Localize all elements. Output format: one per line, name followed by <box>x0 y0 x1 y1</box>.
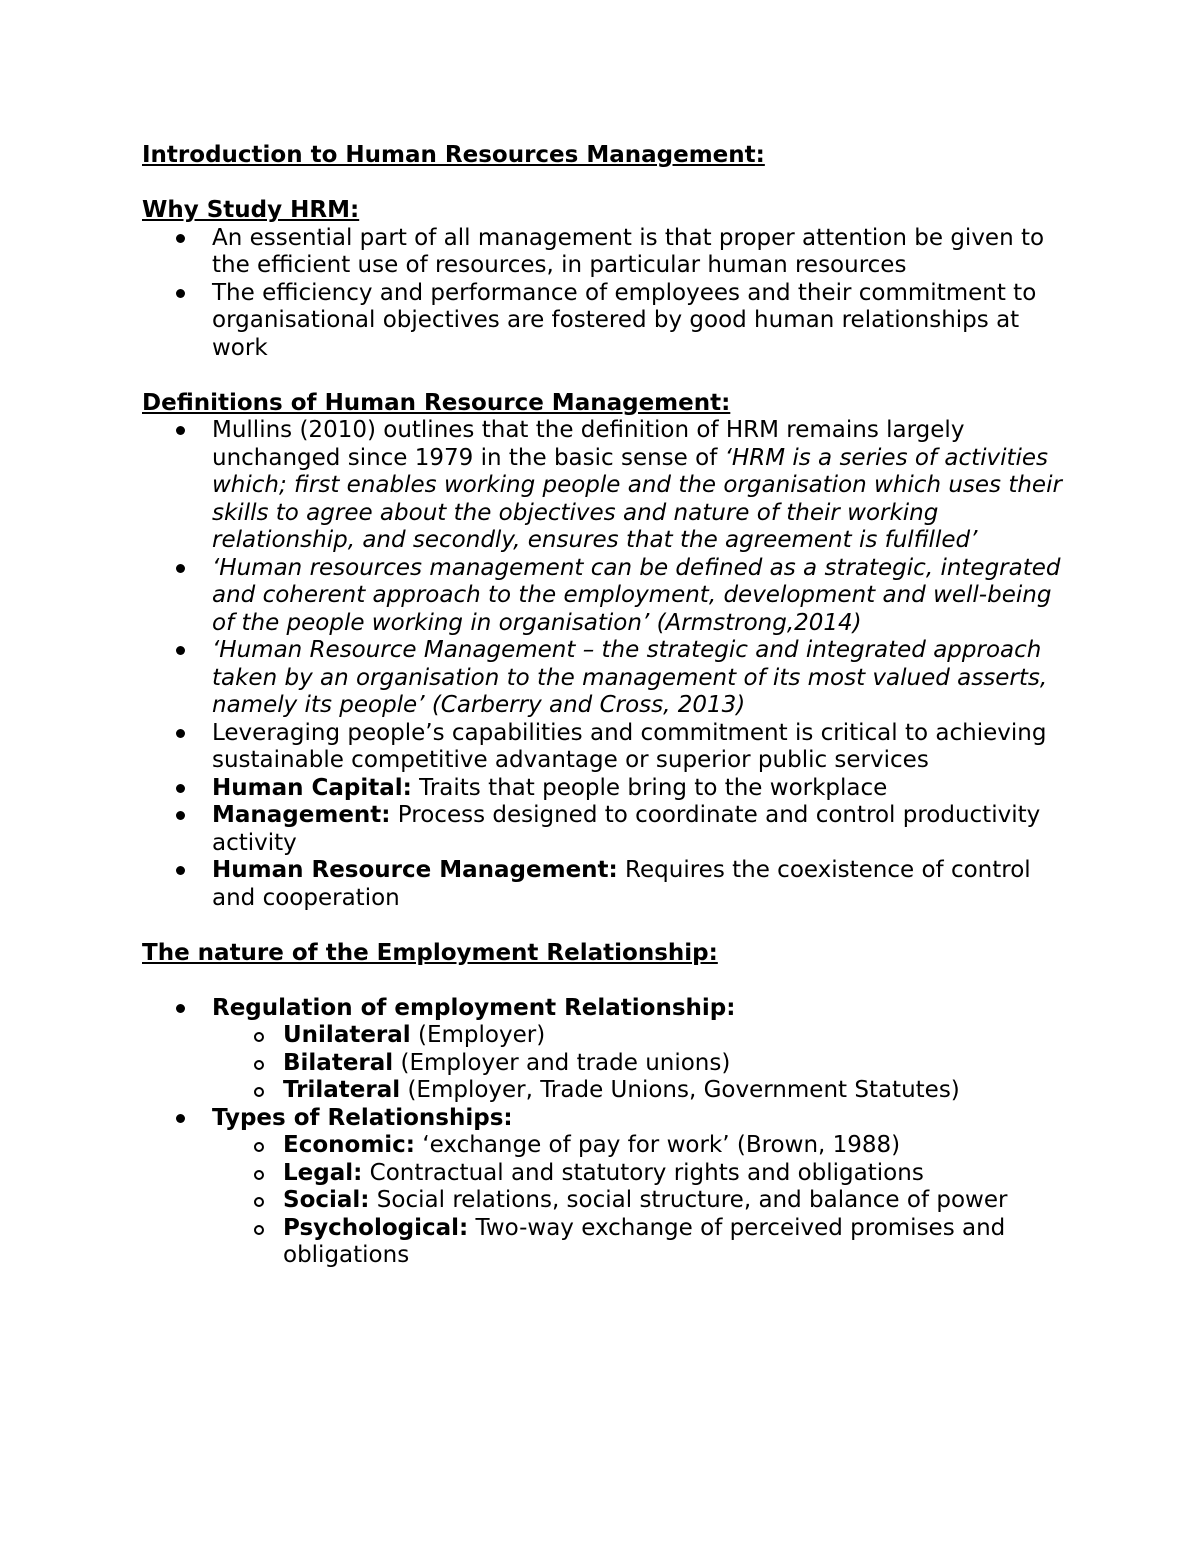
term-label: Trilateral <box>283 1077 401 1103</box>
term-description: (Employer) <box>410 1022 546 1048</box>
why-study-list <box>142 225 1072 363</box>
term-description: (Employer, Trade Unions, Government Statutes) <box>400 1077 960 1103</box>
term-label: Social: <box>283 1187 370 1213</box>
sub-list-item <box>142 1160 1072 1188</box>
sub-list-item <box>142 1077 1072 1105</box>
list-item-carberry: ‘Human Resource Management – the strategic and integrated approach taken by an organisation to the management of its most valued asserts, namely its people’ (Carberry and Cross, 2013) <box>142 637 1072 720</box>
term-description: Traits that people bring to the workplace <box>411 774 888 801</box>
mullins-quote: ‘HRM is a series of activities which; first enables working people and the organisation which uses their skills to agree about the objectives and nature of their working relationship, and secondly, ensures that the agreement is fulfilled’ <box>212 444 1062 553</box>
term-description: (Employer and trade unions) <box>393 1049 731 1076</box>
nature-list-types <box>142 1105 1072 1133</box>
sub-list-item <box>142 1215 1072 1270</box>
spacer <box>142 170 1072 198</box>
document-content <box>142 142 1072 1270</box>
list-item: The efficiency and performance of employees and their commitment to organisational objectives are fostered by good human relationships at work <box>142 280 1072 363</box>
term-label: Human Resource Management: <box>212 857 618 883</box>
spacer <box>142 967 1072 995</box>
list-item-types: Types of Relationships: <box>142 1105 1072 1133</box>
spacer <box>142 912 1072 940</box>
term-label: Psychological: <box>283 1214 469 1241</box>
term-description: Two-way exchange of perceived promises and obligations <box>283 1214 1006 1268</box>
list-item-regulation: Regulation of employment Relationship: <box>142 995 1072 1023</box>
list-item-term <box>142 857 1072 912</box>
term-description: Process designed to coordinate and control productivity activity <box>212 802 1041 856</box>
sub-list-item <box>142 1132 1072 1160</box>
sub-list-item <box>142 1050 1072 1078</box>
spacer <box>142 362 1072 390</box>
mullins-text: Mullins (2010) outlines that the definition of HRM remains largely unchanged since 1979 in the basic sense of <box>212 417 965 471</box>
list-item-term <box>142 775 1072 803</box>
list-item-leveraging: Leveraging people’s capabilities and commitment is critical to achieving sustainable competitive advantage or superior public services <box>142 720 1072 775</box>
term-label: Economic: <box>283 1132 416 1158</box>
term-description: Requires the coexistence of control and cooperation <box>212 857 1031 911</box>
types-sublist <box>142 1132 1072 1270</box>
list-item-term <box>142 802 1072 857</box>
term-label: Unilateral <box>283 1022 411 1048</box>
term-label: Bilateral <box>283 1049 394 1076</box>
term-label: Management: <box>212 802 391 828</box>
sub-list-item <box>142 1187 1072 1215</box>
document-title: Introduction to Human Resources Management: <box>142 142 765 168</box>
term-label: Human Capital: <box>212 774 412 801</box>
sub-list-item <box>142 1022 1072 1050</box>
definitions-heading: Definitions of Human Resource Management: <box>142 389 731 416</box>
list-item-armstrong: ‘Human resources management can be defined as a strategic, integrated and coherent approach to the employment, development and well-being of the people working in organisation’ (Armstrong,2014) <box>142 555 1072 638</box>
nature-list <box>142 995 1072 1023</box>
nature-heading: The nature of the Employment Relationship: <box>142 939 718 966</box>
list-item: An essential part of all management is that proper attention be given to the efficient use of resources, in particular human resources <box>142 225 1072 280</box>
term-description: Social relations, social structure, and balance of power <box>369 1187 1008 1213</box>
definitions-list <box>142 417 1072 912</box>
term-label: Legal: <box>283 1159 363 1186</box>
term-description: Contractual and statutory rights and obligations <box>362 1159 924 1186</box>
list-item-mullins <box>142 417 1072 555</box>
regulation-sublist <box>142 1022 1072 1105</box>
why-study-heading: Why Study HRM: <box>142 197 360 223</box>
term-description: ‘exchange of pay for work’ (Brown, 1988) <box>415 1132 901 1158</box>
